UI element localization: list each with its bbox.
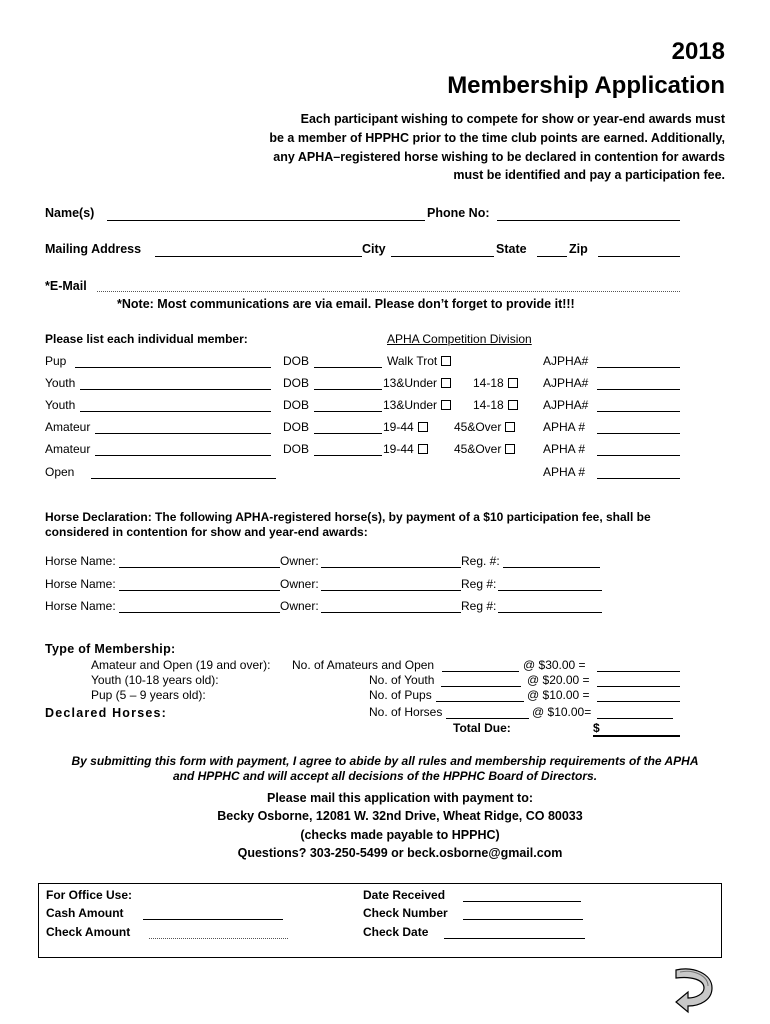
dob-label: DOB — [283, 442, 310, 456]
membership-type-pup: Pup (5 – 9 years old): — [91, 688, 206, 702]
mailing-address-label: Mailing Address — [45, 242, 142, 256]
fee-amateurs-total-field[interactable] — [597, 671, 680, 672]
division-option — [383, 420, 428, 434]
association-number-label: APHA # — [543, 465, 586, 479]
state-field[interactable] — [537, 256, 567, 257]
division-checkbox[interactable] — [508, 400, 518, 410]
check-amount-field[interactable] — [149, 938, 288, 939]
names-label: Name(s) — [45, 206, 95, 220]
dob-field[interactable] — [314, 411, 382, 412]
registration-field[interactable] — [498, 590, 602, 591]
zip-label: Zip — [569, 242, 588, 256]
phone-label: Phone No: — [427, 206, 490, 220]
horse-name-field[interactable] — [119, 612, 280, 613]
dob-field[interactable] — [314, 455, 382, 456]
mail-questions: Questions? 303-250-5499 or beck.osborne@gmail.com — [237, 846, 563, 860]
fee-horses-count-field[interactable] — [446, 718, 529, 719]
agreement-line-1: By submitting this form with payment, I agree to abide by all rules and membership requirements of the APHA — [71, 754, 699, 768]
member-name-field[interactable] — [80, 411, 271, 412]
division-option-label: 13&Under — [383, 398, 438, 412]
form-year: 2018 — [671, 38, 725, 65]
office-use-heading: For Office Use: — [46, 888, 133, 902]
division-option — [387, 354, 451, 368]
division-option-label: 45&Over — [454, 442, 502, 456]
association-number-label: APHA # — [543, 420, 586, 434]
intro-line-2: be a member of HPPHC prior to the time club points are earned. Additionally, — [269, 131, 725, 145]
division-checkbox[interactable] — [505, 422, 515, 432]
zip-field[interactable] — [598, 256, 680, 257]
check-date-label: Check Date — [363, 925, 429, 939]
membership-type-amateur: Amateur and Open (19 and over): — [91, 658, 271, 672]
fee-amateurs-count-field[interactable] — [442, 671, 519, 672]
fee-amateurs-label: No. of Amateurs and Open — [292, 658, 435, 672]
member-category: Amateur — [45, 442, 91, 456]
fee-horses-price: @ $10.00= — [532, 705, 592, 719]
agreement-line-2: and HPPHC and will accept all decisions of the HPPHC Board of Directors. — [172, 769, 598, 783]
horse-declaration-line-2: considered in contention for show and year-end awards: — [45, 525, 368, 539]
division-option-label: 14-18 — [473, 398, 504, 412]
division-option — [473, 398, 518, 412]
association-number-field[interactable] — [597, 367, 680, 368]
member-name-field[interactable] — [95, 433, 271, 434]
horse-name-field[interactable] — [119, 590, 280, 591]
fee-youth-label: No. of Youth — [369, 673, 435, 687]
intro-line-3: any APHA–registered horse wishing to be declared in contention for awards — [273, 150, 725, 164]
intro-line-1: Each participant wishing to compete for show or year-end awards must — [300, 112, 725, 126]
date-received-label: Date Received — [363, 888, 446, 902]
dob-label: DOB — [283, 354, 310, 368]
division-option-label: 45&Over — [454, 420, 502, 434]
dob-label: DOB — [283, 376, 310, 390]
city-field[interactable] — [391, 256, 494, 257]
owner-field[interactable] — [321, 590, 461, 591]
registration-field[interactable] — [503, 567, 600, 568]
division-option — [454, 442, 515, 456]
division-checkbox[interactable] — [418, 444, 428, 454]
member-name-field[interactable] — [95, 455, 271, 456]
registration-label: Reg #: — [461, 577, 497, 591]
registration-field[interactable] — [498, 612, 602, 613]
check-number-label: Check Number — [363, 906, 448, 920]
division-option — [383, 398, 451, 412]
city-label: City — [362, 242, 386, 256]
email-field[interactable] — [97, 291, 680, 292]
fee-youth-price: @ $20.00 = — [527, 673, 590, 687]
mail-address: Becky Osborne, 12081 W. 32nd Drive, Wheat Ridge, CO 80033 — [217, 809, 583, 823]
association-number-field[interactable] — [597, 433, 680, 434]
association-number-label: AJPHA# — [543, 398, 589, 412]
dob-label: DOB — [283, 420, 310, 434]
association-number-field[interactable] — [597, 455, 680, 456]
mail-line-1: Please mail this application with payment to: — [266, 791, 534, 805]
horse-name-label: Horse Name: — [45, 554, 116, 568]
owner-field[interactable] — [321, 567, 461, 568]
dob-label: DOB — [283, 398, 310, 412]
cash-amount-label: Cash Amount — [46, 906, 124, 920]
fee-pups-price: @ $10.00 = — [527, 688, 590, 702]
fee-youth-total-field[interactable] — [597, 686, 680, 687]
horse-name-label: Horse Name: — [45, 599, 116, 613]
owner-label: Owner: — [280, 554, 319, 568]
state-label: State — [496, 242, 527, 256]
fee-horses-label: No. of Horses — [369, 705, 443, 719]
membership-type-heading: Type of Membership: — [45, 642, 176, 656]
membership-type-youth: Youth (10-18 years old): — [91, 673, 219, 687]
division-option — [383, 442, 428, 456]
association-number-field[interactable] — [597, 411, 680, 412]
page-title: Membership Application — [447, 72, 725, 99]
division-option-label: 13&Under — [383, 376, 438, 390]
mailing-address-field[interactable] — [155, 256, 362, 257]
association-number-label: AJPHA# — [543, 376, 589, 390]
dob-field[interactable] — [314, 367, 382, 368]
horse-name-label: Horse Name: — [45, 577, 116, 591]
association-number-label: AJPHA# — [543, 354, 589, 368]
declared-horses-label: Declared Horses: — [45, 706, 168, 720]
division-option-label: 19-44 — [383, 442, 414, 456]
division-checkbox[interactable] — [418, 422, 428, 432]
division-option — [473, 376, 518, 390]
division-checkbox[interactable] — [441, 400, 451, 410]
email-label: *E-Mail — [45, 279, 87, 293]
total-due-label: Total Due: — [453, 721, 511, 735]
member-list-label: Please list each individual member: — [45, 332, 248, 346]
check-date-field[interactable] — [444, 938, 585, 939]
total-due-field[interactable] — [593, 735, 680, 737]
member-category: Amateur — [45, 420, 91, 434]
division-option-label: 14-18 — [473, 376, 504, 390]
phone-field[interactable] — [497, 220, 680, 221]
division-checkbox[interactable] — [441, 356, 451, 366]
fee-pups-total-field[interactable] — [597, 701, 680, 702]
member-name-field[interactable] — [80, 389, 271, 390]
check-amount-label: Check Amount — [46, 925, 131, 939]
fee-youth-count-field[interactable] — [441, 686, 521, 687]
dob-field[interactable] — [314, 389, 382, 390]
division-checkbox[interactable] — [508, 378, 518, 388]
horse-name-field[interactable] — [119, 567, 280, 568]
names-field[interactable] — [107, 220, 425, 221]
member-category: Pup — [45, 354, 67, 368]
email-note: *Note: Most communications are via email. Please don’t forget to provide it!!! — [117, 297, 575, 311]
division-option-label: Walk Trot — [387, 354, 438, 368]
division-checkbox[interactable] — [505, 444, 515, 454]
member-name-field[interactable] — [75, 367, 271, 368]
association-number-label: APHA # — [543, 442, 586, 456]
registration-label: Reg. #: — [461, 554, 500, 568]
check-number-field[interactable] — [463, 919, 583, 920]
member-name-field[interactable] — [91, 478, 276, 479]
owner-label: Owner: — [280, 599, 319, 613]
intro-line-4: must be identified and pay a participation fee. — [453, 168, 725, 182]
fee-pups-count-field[interactable] — [436, 701, 524, 702]
member-category: Youth — [45, 376, 76, 390]
division-option-label: 19-44 — [383, 420, 414, 434]
mail-payable-note: (checks made payable to HPPHC) — [300, 828, 500, 842]
division-option — [383, 376, 451, 390]
turn-page-arrow-icon — [672, 964, 720, 1014]
dob-field[interactable] — [314, 433, 382, 434]
total-due-dollar: $ — [593, 721, 600, 735]
date-received-field[interactable] — [463, 901, 581, 902]
division-option — [454, 420, 515, 434]
association-number-field[interactable] — [597, 389, 680, 390]
fee-pups-label: No. of Pups — [369, 688, 432, 702]
member-category: Youth — [45, 398, 76, 412]
member-category: Open — [45, 465, 75, 479]
owner-field[interactable] — [321, 612, 461, 613]
fee-horses-total-field[interactable] — [597, 718, 673, 719]
division-checkbox[interactable] — [441, 378, 451, 388]
registration-label: Reg #: — [461, 599, 497, 613]
horse-declaration-line-1: Horse Declaration: The following APHA-registered horse(s), by payment of a $10 participation fee, shall be — [45, 510, 651, 524]
cash-amount-field[interactable] — [143, 919, 283, 920]
owner-label: Owner: — [280, 577, 319, 591]
division-heading: APHA Competition Division — [387, 332, 532, 346]
association-number-field[interactable] — [597, 478, 680, 479]
fee-amateurs-price: @ $30.00 = — [523, 658, 586, 672]
